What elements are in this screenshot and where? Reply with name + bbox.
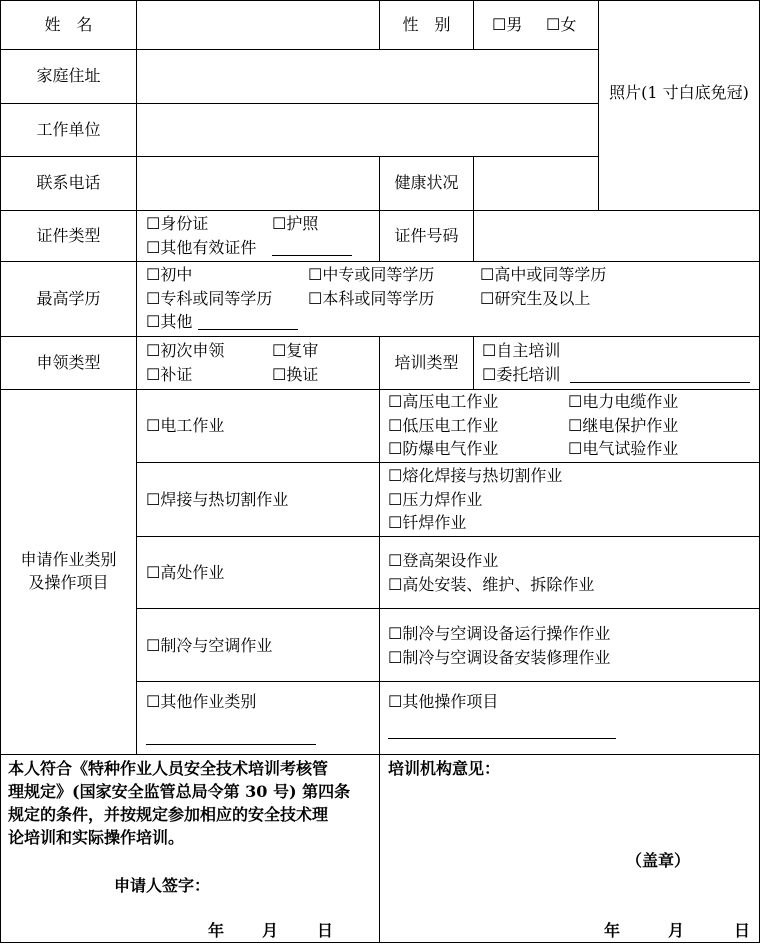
item-other[interactable]: ☐其他操作项目: [388, 692, 499, 711]
employer-field[interactable]: [137, 104, 598, 156]
category-welding[interactable]: ☐焊接与热切割作业: [146, 490, 289, 509]
training-type-option[interactable]: ☐委托培训: [482, 365, 561, 384]
apply-type-option[interactable]: ☐补证: [146, 365, 193, 384]
row-divider: [136, 608, 760, 609]
address-field[interactable]: [137, 50, 598, 103]
item-power-cable[interactable]: ☐电力电缆作业: [568, 392, 679, 411]
training-type-label: 培训类型: [394, 353, 459, 372]
id-number-field[interactable]: [474, 211, 759, 261]
row-divider: [136, 462, 760, 463]
applicant-date-day: 日: [317, 921, 334, 940]
category-label: [1, 548, 136, 594]
table-border-bottom: [0, 942, 760, 943]
col-divider: [473, 336, 474, 389]
declaration-line: 规定的条件，并按规定参加相应的安全技术理: [8, 805, 329, 824]
health-label: 健康状况: [394, 173, 459, 192]
declaration-line: 本人符合《特种作业人员安全技术培训考核管: [8, 759, 329, 778]
org-date-year: 年: [604, 921, 621, 940]
training-type-option[interactable]: ☐自主培训: [482, 341, 561, 360]
signature-label: 申请人签字：: [114, 876, 211, 895]
item-high-voltage[interactable]: ☐高压电工作业: [388, 392, 499, 411]
item-low-voltage[interactable]: ☐低压电工作业: [388, 416, 499, 435]
col-divider: [473, 0, 474, 49]
id-type-option[interactable]: ☐其他有效证件: [146, 238, 257, 257]
applicant-date-year: 年: [208, 921, 225, 940]
item-relay-protection[interactable]: ☐继电保护作业: [568, 416, 679, 435]
category-height-work[interactable]: ☐高处作业: [146, 563, 225, 582]
category-label-line1: 申请作业类别: [20, 550, 117, 569]
applicant-date-month: 月: [262, 921, 279, 940]
id-type-option[interactable]: ☐护照: [272, 214, 319, 233]
id-number-label: 证件号码: [394, 226, 459, 245]
category-other[interactable]: ☐其他作业类别: [146, 692, 257, 711]
org-opinion-label: 培训机构意见：: [388, 759, 501, 778]
row-divider: [0, 336, 760, 337]
phone-label: 联系电话: [36, 173, 101, 192]
apply-type-option[interactable]: ☐复审: [272, 341, 319, 360]
address-label: 家庭住址: [36, 66, 101, 85]
row-divider: [0, 754, 760, 755]
item-refrigeration-repair[interactable]: ☐制冷与空调设备安装修理作业: [388, 648, 611, 667]
education-option[interactable]: ☐中专或同等学历: [308, 265, 435, 284]
item-fusion-welding[interactable]: ☐熔化焊接与热切割作业: [388, 466, 563, 485]
item-high-install[interactable]: ☐高处安装、维护、拆除作业: [388, 575, 595, 594]
entrust-training-blank[interactable]: [570, 382, 750, 383]
row-divider: [0, 261, 760, 262]
seal-label: （盖章）: [626, 851, 691, 870]
gender-male-checkbox[interactable]: ☐男: [492, 15, 523, 34]
category-electrical[interactable]: ☐电工作业: [146, 416, 225, 435]
category-refrigeration[interactable]: ☐制冷与空调作业: [146, 636, 273, 655]
apply-type-label: 申领类型: [36, 353, 101, 372]
education-option[interactable]: ☐本科或同等学历: [308, 289, 435, 308]
other-item-blank[interactable]: [388, 738, 616, 739]
col-divider: [379, 389, 380, 943]
table-border-left: [0, 0, 1, 943]
education-option[interactable]: ☐专科或同等学历: [146, 289, 273, 308]
category-label-line2: 及操作项目: [28, 573, 109, 592]
health-field[interactable]: [474, 157, 598, 210]
item-scaffolding[interactable]: ☐登高架设作业: [388, 551, 499, 570]
col-divider: [598, 0, 599, 210]
item-brazing[interactable]: ☐钎焊作业: [388, 513, 467, 532]
gender-label: 性 别: [402, 15, 451, 34]
table-border-top: [0, 0, 760, 1]
education-label: 最高学历: [36, 289, 101, 308]
row-divider: [136, 681, 760, 682]
item-refrigeration-operation[interactable]: ☐制冷与空调设备运行操作作业: [388, 624, 611, 643]
declaration-line: 论培训和实际操作培训。: [8, 828, 185, 847]
row-divider: [136, 536, 760, 537]
apply-type-option[interactable]: ☐初次申领: [146, 341, 225, 360]
education-option[interactable]: ☐初中: [146, 265, 193, 284]
education-option[interactable]: ☐其他: [146, 312, 193, 331]
name-label: 姓 名: [44, 15, 93, 34]
employer-label: 工作单位: [36, 120, 101, 139]
gender-female-checkbox[interactable]: ☐女: [546, 15, 577, 34]
photo-label-text: 照片(1 寸白底免冠): [609, 83, 749, 102]
name-field[interactable]: [137, 1, 379, 49]
education-option[interactable]: ☐研究生及以上: [480, 289, 591, 308]
org-date-month: 月: [668, 921, 685, 940]
other-category-blank[interactable]: [146, 744, 316, 745]
phone-field[interactable]: [137, 157, 379, 210]
other-id-blank[interactable]: [272, 255, 352, 256]
item-pressure-welding[interactable]: ☐压力焊作业: [388, 490, 483, 509]
id-type-option[interactable]: ☐身份证: [146, 214, 209, 233]
item-electrical-test[interactable]: ☐电气试验作业: [568, 439, 679, 458]
photo-label: [604, 81, 754, 105]
item-explosion-proof[interactable]: ☐防爆电气作业: [388, 439, 499, 458]
declaration-line: 理规定》(国家安全监管总局令第 30 号) 第四条: [8, 782, 351, 801]
education-option[interactable]: ☐高中或同等学历: [480, 265, 607, 284]
apply-type-option[interactable]: ☐换证: [272, 365, 319, 384]
org-date-day: 日: [734, 921, 751, 940]
other-education-blank[interactable]: [198, 329, 298, 330]
id-type-label: 证件类型: [36, 226, 101, 245]
